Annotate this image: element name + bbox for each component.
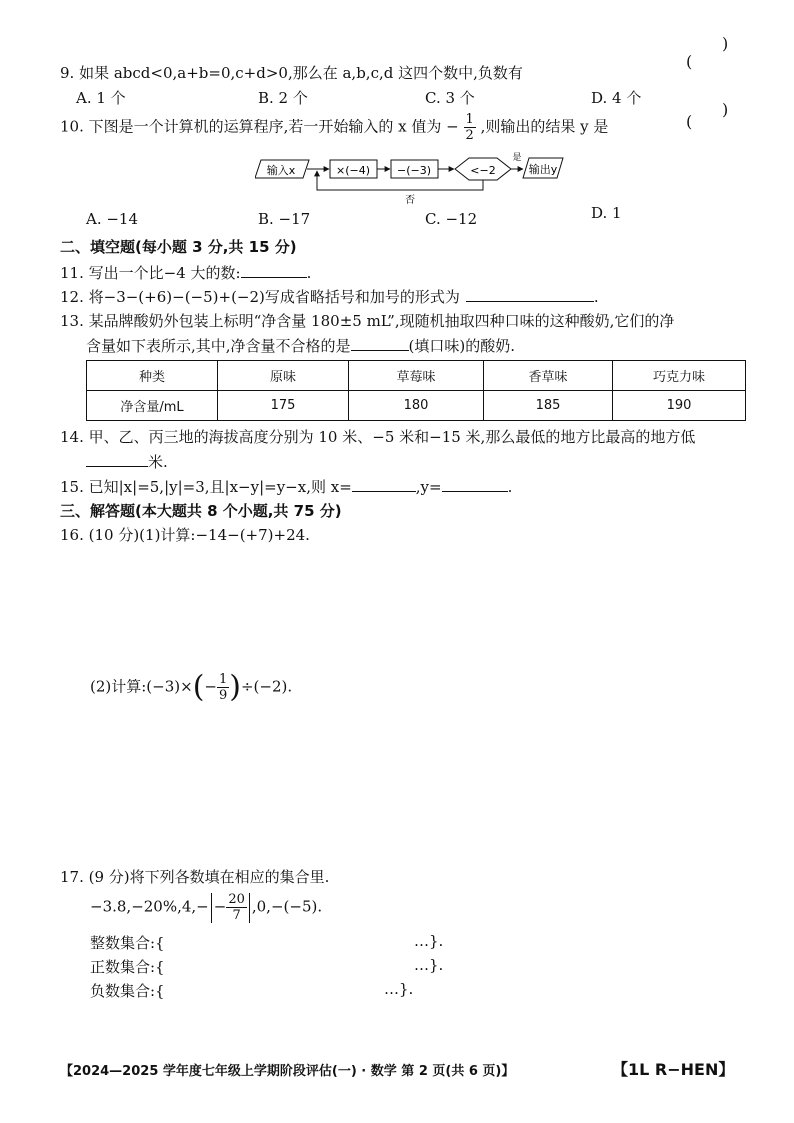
flow-step1-label: ×(−4) — [335, 164, 371, 177]
flow-yes-label: 是 — [512, 153, 522, 163]
q10-frac-sign: − — [446, 117, 459, 136]
q13-line1: 13. 某品牌酸奶外包装上标明“净含量 180±5 mL”,现随机抽取四种口味的这种酸奶,它们的净 — [60, 312, 675, 330]
flow-no-label: 否 — [405, 195, 415, 204]
q16-part2 — [90, 669, 293, 705]
q13-table-header-cell: 种类 — [87, 361, 218, 391]
q10-option-a: A. −14 — [86, 210, 139, 228]
q10-frac-num: 1 — [465, 112, 474, 127]
page-code: 【1L R−HEN】 — [612, 1060, 735, 1079]
q17-set-integer-label: 整数集合:{ — [90, 934, 165, 952]
q13-line2-before: 含量如下表所示,其中,净含量不合格的是 — [86, 337, 351, 355]
q17-set-positive-end: …}. — [414, 956, 444, 974]
q10-text-before: 10. 下图是一个计算机的运算程序,若一开始输入的 x 值为 — [60, 117, 442, 136]
flow-output-label: 输出y — [528, 163, 558, 176]
q12 — [60, 286, 599, 307]
q10-option-d: D. 1 — [591, 204, 622, 222]
q17-frac-num: 20 — [228, 892, 245, 907]
q16-close-paren: ) — [229, 669, 241, 705]
q16-frac-num: 1 — [218, 672, 228, 687]
q14-line1: 14. 甲、乙、丙三地的海拔高度分别为 10 米、−5 米和−15 米,那么最低的地方比最高的地方低 — [60, 428, 696, 446]
q9-paren-open: ( — [686, 52, 693, 71]
q17-nums-after: ,0,−(−5). — [251, 897, 323, 916]
section-2-title: 二、填空题(每小题 3 分,共 15 分) — [60, 238, 297, 256]
q17-numbers — [90, 892, 322, 923]
q10-stem — [60, 112, 608, 143]
q9-paren-close: ) — [722, 34, 729, 53]
q17-abs-left — [211, 893, 212, 923]
q13-table-data-row — [87, 391, 746, 421]
q11 — [60, 262, 311, 283]
flow-input-label: 输入x — [266, 164, 296, 177]
q16-open-paren: ( — [192, 669, 205, 705]
q16-frac-den: 9 — [218, 688, 228, 703]
q17-nums-before: −3.8,−20%,4,− — [90, 897, 209, 916]
q12-blank[interactable] — [466, 287, 594, 302]
q14-line2 — [86, 451, 168, 472]
q10-fraction — [464, 112, 476, 143]
flow-step2-label: −(−3) — [396, 164, 432, 177]
q17-minus: − — [213, 897, 227, 916]
q13-table-cell: 190 — [613, 391, 746, 421]
q15 — [60, 476, 512, 497]
q16-minus: − — [204, 677, 217, 696]
q16-fraction — [217, 672, 229, 703]
q10-option-c: C. −12 — [425, 210, 478, 228]
q13-table-header-cell: 草莓味 — [349, 361, 484, 391]
q11-blank[interactable] — [241, 263, 307, 278]
flow-decision-label: <−2 — [470, 164, 496, 177]
q15-x-blank[interactable] — [352, 477, 416, 492]
q14-line2-after: 米. — [148, 453, 168, 471]
q17-abs-right — [249, 893, 250, 923]
q13-table-cell: 180 — [349, 391, 484, 421]
q10-text-after: ,则输出的结果 y 是 — [480, 117, 609, 136]
q12-text: 12. 将−3−(+6)−(−5)+(−2)写成省略括号和加号的形式为 — [60, 288, 460, 306]
q9-option-a: A. 1 个 — [76, 89, 126, 107]
q15-end: . — [507, 478, 513, 496]
q13-table-header-cell: 香草味 — [484, 361, 613, 391]
q13-line2-after: (填口味)的酸奶. — [408, 337, 516, 355]
q11-end: . — [306, 264, 312, 282]
page-footer: 【2024—2025 学年度七年级上学期阶段评估(一) · 数学 第 2 页(共 6 页)】 — [60, 1064, 515, 1079]
q17-set-negative-end: …}. — [384, 980, 414, 998]
q14-blank[interactable] — [86, 452, 148, 467]
q11-text: 11. 写出一个比−4 大的数: — [60, 264, 241, 282]
q13-table-cell: 净含量/mL — [87, 391, 218, 421]
q13-table-header-cell: 原味 — [218, 361, 349, 391]
q17-set-negative-label: 负数集合:{ — [90, 982, 165, 1000]
q10-frac-den: 2 — [465, 128, 474, 143]
q9-option-b: B. 2 个 — [258, 89, 308, 107]
q9-text: 9. 如果 abcd<0,a+b=0,c+d>0,那么在 a,b,c,d 这四个数中,负数有 — [60, 64, 523, 82]
q15-mid: ,y= — [415, 478, 442, 496]
q13-table — [86, 360, 746, 421]
q13-table-cell: 185 — [484, 391, 613, 421]
q10-paren-open: ( — [686, 112, 693, 131]
q16-part1: 16. (10 分)(1)计算:−14−(+7)+24. — [60, 526, 310, 544]
q13-table-header-row — [87, 361, 746, 391]
q13-line2 — [86, 335, 515, 356]
q15-text: 15. 已知|x|=5,|y|=3,且|x−y|=y−x,则 x= — [60, 478, 352, 496]
q9-option-d: D. 4 个 — [591, 89, 642, 107]
q12-end: . — [593, 288, 599, 306]
q16-part2-after: ÷(−2). — [240, 677, 293, 696]
q17-frac-den: 7 — [232, 908, 241, 923]
q17-set-positive-label: 正数集合:{ — [90, 958, 165, 976]
q13-blank[interactable] — [351, 336, 409, 351]
q15-y-blank[interactable] — [442, 477, 508, 492]
q10-option-b: B. −17 — [258, 210, 311, 228]
q17-set-integer-end: …}. — [414, 932, 444, 950]
q13-table-header-cell: 巧克力味 — [613, 361, 746, 391]
q17-title: 17. (9 分)将下列各数填在相应的集合里. — [60, 868, 330, 886]
q13-table-cell: 175 — [218, 391, 349, 421]
q17-fraction — [226, 892, 247, 923]
q16-part2-before: (2)计算:(−3)× — [90, 677, 193, 696]
section-3-title: 三、解答题(本大题共 8 个小题,共 75 分) — [60, 502, 342, 520]
q9-option-c: C. 3 个 — [425, 89, 475, 107]
q10-flowchart — [255, 152, 565, 204]
q10-paren-close: ) — [722, 100, 729, 119]
